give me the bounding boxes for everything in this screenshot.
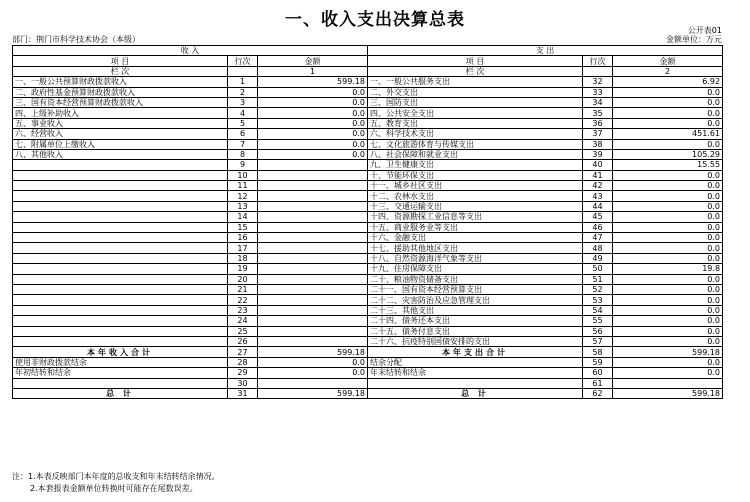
income-item-label	[13, 201, 228, 211]
income-line-number: 3	[228, 97, 258, 107]
table-row	[13, 212, 723, 222]
table-row	[13, 118, 723, 128]
expense-item-label: 一、一般公共服务支出	[368, 77, 583, 87]
income-item-label	[13, 243, 228, 253]
expense-amount: 0.0	[613, 336, 723, 346]
expense-item-label: 二、外交支出	[368, 87, 583, 97]
income-item-label	[13, 378, 228, 388]
income-line-number: 13	[228, 201, 258, 211]
expense-amount: 0.0	[613, 201, 723, 211]
expense-line-number: 52	[583, 284, 613, 294]
expense-amount: 0.0	[613, 108, 723, 118]
expense-item-label: 二十二、灾害防治及应急管理支出	[368, 295, 583, 305]
expense-amount: 0.0	[613, 274, 723, 284]
expense-line-number: 45	[583, 212, 613, 222]
table-row	[13, 264, 723, 274]
expense-item-label: 十八、自然资源海洋气象等支出	[368, 253, 583, 263]
expense-line-number: 36	[583, 118, 613, 128]
income-item-label	[13, 212, 228, 222]
expense-line-number: 37	[583, 129, 613, 139]
table-row	[13, 222, 723, 232]
table-row	[13, 108, 723, 118]
footnote-1: 注：1.本表反映部门本年度的总收支和年末结转结余情况。	[12, 472, 220, 481]
income-amount	[258, 316, 368, 326]
income-item-label	[13, 264, 228, 274]
expense-column-label: 栏 次	[368, 66, 583, 76]
income-item-label: 七、附属单位上缴收入	[13, 139, 228, 149]
income-line-number: 14	[228, 212, 258, 222]
expense-line-number: 55	[583, 316, 613, 326]
income-line-number: 5	[228, 118, 258, 128]
income-line-number: 9	[228, 160, 258, 170]
income-line-number: 23	[228, 305, 258, 315]
expense-amount: 0.0	[613, 212, 723, 222]
income-amount	[258, 212, 368, 222]
expense-amount: 0.0	[613, 326, 723, 336]
column-number-row	[13, 66, 723, 76]
expense-item-label: 九、卫生健康支出	[368, 160, 583, 170]
expense-column-blank	[583, 66, 613, 76]
table-row	[13, 201, 723, 211]
expense-line-number: 47	[583, 233, 613, 243]
expense-item-header: 项 目	[368, 56, 583, 66]
income-column-blank	[228, 66, 258, 76]
expense-line-number: 43	[583, 191, 613, 201]
expense-line-number: 62	[583, 388, 613, 398]
income-amount-header: 金额	[258, 56, 368, 66]
income-amount	[258, 284, 368, 294]
expense-line-number: 49	[583, 253, 613, 263]
table-row	[13, 305, 723, 315]
amount-unit-label: 金额单位：万元	[666, 35, 722, 44]
expense-line-number: 58	[583, 347, 613, 357]
income-amount: 0.0	[258, 97, 368, 107]
income-amount	[258, 253, 368, 263]
income-item-label	[13, 274, 228, 284]
column-header-row	[13, 56, 723, 66]
income-item-label	[13, 222, 228, 232]
expense-amount: 0.0	[613, 305, 723, 315]
expense-item-label: 五、教育支出	[368, 118, 583, 128]
income-item-label: 五、事业收入	[13, 118, 228, 128]
expense-amount: 0.0	[613, 233, 723, 243]
expense-item-label: 二十五、债务付息支出	[368, 326, 583, 336]
income-line-number: 7	[228, 139, 258, 149]
expense-amount: 0.0	[613, 170, 723, 180]
income-item-label	[13, 336, 228, 346]
expense-item-label: 本年支出合计	[368, 347, 583, 357]
income-line-number: 8	[228, 149, 258, 159]
table-row	[13, 316, 723, 326]
table-row	[13, 191, 723, 201]
table-row	[13, 326, 723, 336]
income-amount: 0.0	[258, 368, 368, 378]
income-amount	[258, 274, 368, 284]
table-row	[13, 87, 723, 97]
income-line-number: 24	[228, 316, 258, 326]
income-amount: 0.0	[258, 87, 368, 97]
income-amount	[258, 181, 368, 191]
income-column-label: 栏 次	[13, 66, 228, 76]
income-item-label: 总 计	[13, 388, 228, 398]
department-label: 部门：荆门市科学技术协会（本级）	[12, 35, 140, 44]
expense-amount: 0.0	[613, 284, 723, 294]
income-line-number: 19	[228, 264, 258, 274]
expense-item-label: 二十六、抗疫特别国债安排的支出	[368, 336, 583, 346]
income-item-label	[13, 316, 228, 326]
expense-item-label: 二十、粮油物资储备支出	[368, 274, 583, 284]
income-item-label: 一、一般公共预算财政拨款收入	[13, 77, 228, 87]
income-amount: 0.0	[258, 118, 368, 128]
expense-item-label: 年末结转和结余	[368, 368, 583, 378]
income-line-number: 20	[228, 274, 258, 284]
expense-amount: 15.55	[613, 160, 723, 170]
footnotes	[12, 471, 220, 495]
income-line-number: 30	[228, 378, 258, 388]
table-row	[13, 170, 723, 180]
income-amount	[258, 305, 368, 315]
table-row	[13, 295, 723, 305]
income-amount	[258, 295, 368, 305]
income-item-label	[13, 295, 228, 305]
table-row	[13, 149, 723, 159]
table-row	[13, 97, 723, 107]
income-item-label	[13, 160, 228, 170]
income-item-label	[13, 305, 228, 315]
expense-line-number: 38	[583, 139, 613, 149]
expense-line-number: 34	[583, 97, 613, 107]
table-row	[13, 139, 723, 149]
form-number: 公开表01	[687, 26, 722, 35]
income-amount: 0.0	[258, 108, 368, 118]
table-row	[13, 253, 723, 263]
income-item-label: 本年收入合计	[13, 347, 228, 357]
expense-amount: 0.0	[613, 316, 723, 326]
expense-line-number: 54	[583, 305, 613, 315]
income-line-number: 4	[228, 108, 258, 118]
table-row	[13, 336, 723, 346]
expense-item-label: 十七、援助其他地区支出	[368, 243, 583, 253]
expense-column-number: 2	[613, 66, 723, 76]
income-line-number: 12	[228, 191, 258, 201]
expense-item-label: 六、科学技术支出	[368, 129, 583, 139]
income-line-number: 10	[228, 170, 258, 180]
table-row	[13, 160, 723, 170]
expense-line-number: 60	[583, 368, 613, 378]
income-item-label	[13, 170, 228, 180]
income-line-number: 1	[228, 77, 258, 87]
table-row	[13, 274, 723, 284]
expense-item-label: 十二、农林水支出	[368, 191, 583, 201]
year-total-row	[13, 347, 723, 357]
income-line-number: 15	[228, 222, 258, 232]
income-line-number: 11	[228, 181, 258, 191]
expense-item-label: 十四、资源勘探工业信息等支出	[368, 212, 583, 222]
expense-item-label: 二十四、债务还本支出	[368, 316, 583, 326]
section-header-row	[13, 46, 723, 56]
expense-line-number: 61	[583, 378, 613, 388]
table-row	[13, 129, 723, 139]
income-line-number: 16	[228, 233, 258, 243]
expense-amount-header: 金额	[613, 56, 723, 66]
expense-amount: 0.0	[613, 97, 723, 107]
report-title: 一、收入支出决算总表	[285, 10, 465, 30]
expense-amount: 451.61	[613, 129, 723, 139]
income-line-number: 28	[228, 357, 258, 367]
expense-line-header: 行次	[583, 56, 613, 66]
expense-item-label: 二十一、国有资本经营预算支出	[368, 284, 583, 294]
table-row	[13, 368, 723, 378]
expense-amount: 0.0	[613, 368, 723, 378]
expense-line-number: 59	[583, 357, 613, 367]
expense-amount: 599.18	[613, 388, 723, 398]
income-item-label	[13, 191, 228, 201]
expense-item-label: 八、社会保障和就业支出	[368, 149, 583, 159]
income-amount	[258, 170, 368, 180]
income-item-label	[13, 326, 228, 336]
income-item-label: 三、国有资本经营预算财政拨款收入	[13, 97, 228, 107]
income-line-number: 2	[228, 87, 258, 97]
income-amount: 0.0	[258, 139, 368, 149]
expense-line-number: 39	[583, 149, 613, 159]
income-amount: 599.18	[258, 77, 368, 87]
table-row	[13, 77, 723, 87]
expense-amount: 0.0	[613, 243, 723, 253]
expense-item-label: 三、国防支出	[368, 97, 583, 107]
expense-amount: 0.0	[613, 253, 723, 263]
income-item-header: 项 目	[13, 56, 228, 66]
income-item-label	[13, 233, 228, 243]
expense-line-number: 48	[583, 243, 613, 253]
income-amount	[258, 191, 368, 201]
expense-amount: 105.29	[613, 149, 723, 159]
income-item-label	[13, 253, 228, 263]
expense-amount: 6.92	[613, 77, 723, 87]
expense-amount: 0.0	[613, 87, 723, 97]
expense-item-label	[368, 378, 583, 388]
income-amount	[258, 378, 368, 388]
income-item-label: 使用非财政拨款结余	[13, 357, 228, 367]
income-line-number: 6	[228, 129, 258, 139]
expense-amount: 0.0	[613, 222, 723, 232]
income-amount: 599.18	[258, 347, 368, 357]
footnote-2: 2.本套报表金额单位转换时可能存在尾数误差。	[30, 484, 198, 493]
income-amount: 0.0	[258, 129, 368, 139]
expense-line-number: 51	[583, 274, 613, 284]
income-line-number: 22	[228, 295, 258, 305]
income-line-number: 29	[228, 368, 258, 378]
expense-amount: 0.0	[613, 295, 723, 305]
expense-item-label: 十六、金融支出	[368, 233, 583, 243]
expense-amount: 19.8	[613, 264, 723, 274]
expense-item-label: 十五、商业服务业等支出	[368, 222, 583, 232]
income-line-number: 21	[228, 284, 258, 294]
income-amount	[258, 222, 368, 232]
income-item-label: 二、政府性基金预算财政拨款收入	[13, 87, 228, 97]
income-item-label	[13, 181, 228, 191]
income-item-label	[13, 284, 228, 294]
expense-amount: 0.0	[613, 191, 723, 201]
expense-line-number: 32	[583, 77, 613, 87]
income-amount: 0.0	[258, 357, 368, 367]
table-row	[13, 181, 723, 191]
income-line-number: 17	[228, 243, 258, 253]
expense-amount: 599.18	[613, 347, 723, 357]
table-row	[13, 243, 723, 253]
income-line-number: 27	[228, 347, 258, 357]
expense-line-number: 44	[583, 201, 613, 211]
income-item-label: 年初结转和结余	[13, 368, 228, 378]
expense-line-number: 33	[583, 87, 613, 97]
expense-item-label: 总 计	[368, 388, 583, 398]
expense-item-label: 四、公共安全支出	[368, 108, 583, 118]
expense-item-label: 十、节能环保支出	[368, 170, 583, 180]
expense-item-label: 十九、住房保障支出	[368, 264, 583, 274]
income-item-label: 八、其他收入	[13, 149, 228, 159]
expense-item-label: 十一、城乡社区支出	[368, 181, 583, 191]
expense-line-number: 46	[583, 222, 613, 232]
income-amount	[258, 326, 368, 336]
income-amount	[258, 243, 368, 253]
expense-line-number: 40	[583, 160, 613, 170]
expense-line-number: 41	[583, 170, 613, 180]
expense-item-label: 结余分配	[368, 357, 583, 367]
income-amount	[258, 336, 368, 346]
income-item-label: 四、上级补助收入	[13, 108, 228, 118]
expense-line-number: 57	[583, 336, 613, 346]
income-expense-table	[12, 45, 723, 399]
table-row	[13, 357, 723, 367]
expense-item-label: 七、文化旅游体育与传媒支出	[368, 139, 583, 149]
income-line-number: 26	[228, 336, 258, 346]
expense-section-header: 支 出	[368, 46, 723, 56]
income-amount	[258, 233, 368, 243]
expense-line-number: 42	[583, 181, 613, 191]
income-line-header: 行次	[228, 56, 258, 66]
expense-line-number: 56	[583, 326, 613, 336]
income-amount	[258, 201, 368, 211]
expense-amount: 0.0	[613, 118, 723, 128]
table-row	[13, 233, 723, 243]
expense-amount: 0.0	[613, 357, 723, 367]
expense-line-number: 50	[583, 264, 613, 274]
expense-item-label: 十三、交通运输支出	[368, 201, 583, 211]
income-line-number: 25	[228, 326, 258, 336]
income-line-number: 31	[228, 388, 258, 398]
expense-line-number: 53	[583, 295, 613, 305]
expense-amount: 0.0	[613, 139, 723, 149]
expense-amount: 0.0	[613, 181, 723, 191]
expense-amount	[613, 378, 723, 388]
income-amount: 0.0	[258, 149, 368, 159]
table-row	[13, 284, 723, 294]
income-amount	[258, 264, 368, 274]
income-amount: 599.18	[258, 388, 368, 398]
expense-line-number: 35	[583, 108, 613, 118]
income-item-label: 六、经营收入	[13, 129, 228, 139]
grand-total-row	[13, 388, 723, 398]
expense-item-label: 二十三、其他支出	[368, 305, 583, 315]
income-line-number: 18	[228, 253, 258, 263]
income-amount	[258, 160, 368, 170]
income-column-number: 1	[258, 66, 368, 76]
income-section-header: 收 入	[13, 46, 368, 56]
table-row	[13, 378, 723, 388]
